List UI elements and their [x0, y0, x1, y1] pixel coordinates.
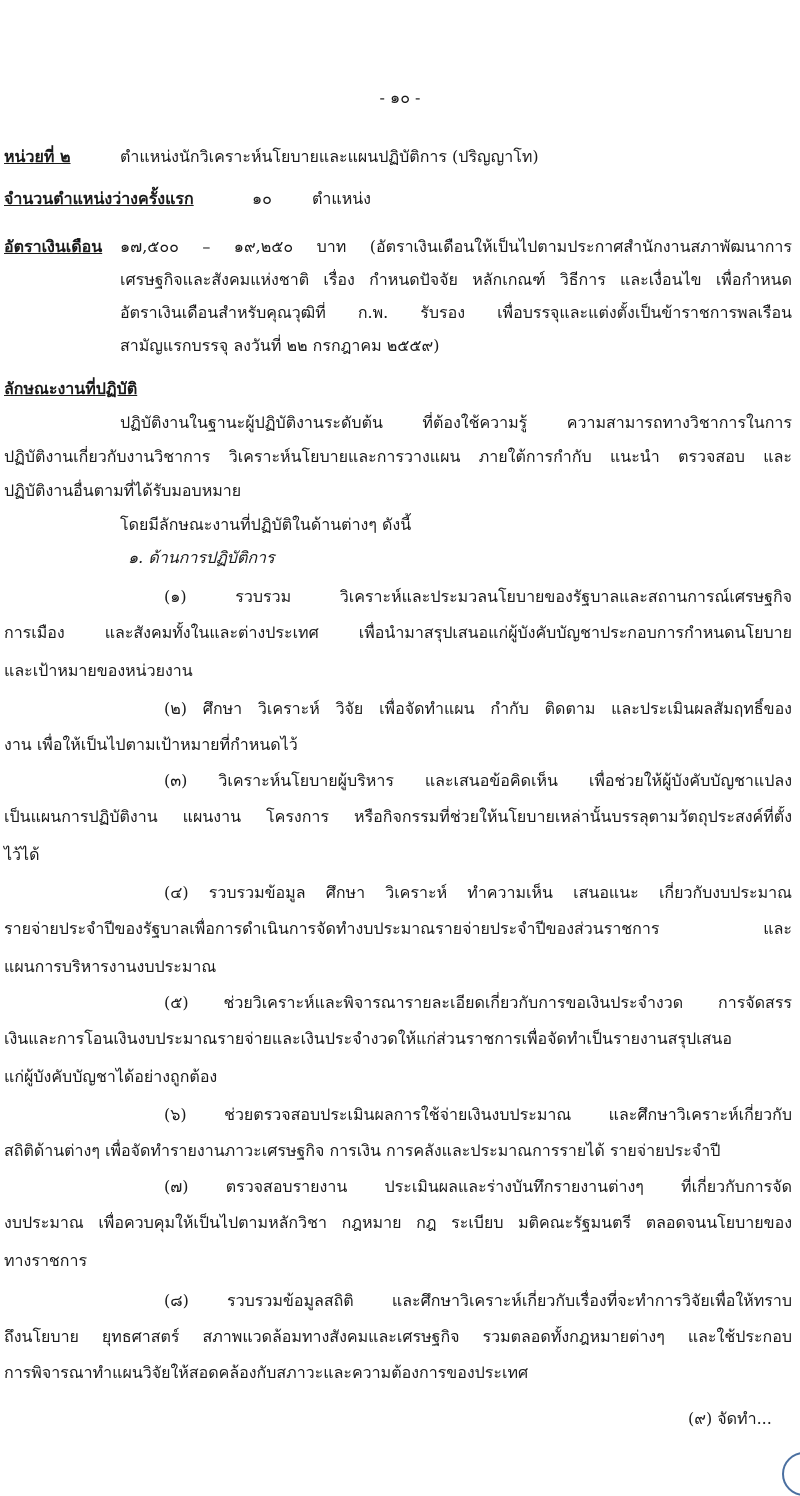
item-3-line: (๓) วิเคราะห์นโยบายผู้บริหาร และเสนอข้อคิดเห็น เพื่อช่วยให้ผู้บังคับบัญชาแปลง — [164, 771, 792, 790]
item-8-line: ถึงนโยบาย ยุทธศาสตร์ สภาพแวดล้อมทางสังคมและเศรษฐกิจ รวมตลอดทั้งกฎหมายต่างๆ และใช้ประกอบ — [4, 1327, 792, 1346]
vacancy-label: จำนวนตำแหน่งว่างครั้งแรก — [4, 189, 194, 208]
item-1-line: การเมือง และสังคมทั้งในและต่างประเทศ เพื่อนำมาสรุปเสนอแก่ผู้บังคับบัญชาประกอบการกำหนดนโยบาย — [4, 623, 792, 642]
section-1-heading: ๑. ด้านการปฏิบัติการ — [128, 548, 275, 567]
signature-stamp-mark — [782, 1452, 800, 1496]
item-5-line: (๕) ช่วยวิเคราะห์และพิจารณารายละเอียดเกี่ยวกับการขอเงินประจำงวด การจัดสรร — [164, 993, 792, 1012]
intro-line: ปฏิบัติงานในฐานะผู้ปฏิบัติงานระดับต้น ที่ต้องใช้ความรู้ ความสามารถทางวิชาการในการ — [120, 413, 792, 432]
unit-label: หน่วยที่ ๒ — [4, 147, 71, 166]
item-4-line: (๔) รวบรวมข้อมูล ศึกษา วิเคราะห์ ทำความเห็น เสนอแนะ เกี่ยวกับงบประมาณ — [164, 883, 792, 902]
item-8-line: การพิจารณาทำแผนวิจัยให้สอดคล้องกับสภาวะและความต้องการของประเทศ — [4, 1363, 529, 1382]
salary-line: อัตราเงินเดือนสำหรับคุณวุฒิที่ ก.พ. รับรอง เพื่อบรรจุและแต่งตั้งเป็นข้าราชการพลเรือน — [120, 303, 792, 322]
item-4-line: แผนการบริหารงานงบประมาณ — [4, 957, 217, 976]
item-3-line: เป็นแผนการปฏิบัติงาน แผนงาน โครงการ หรือกิจกรรมที่ช่วยให้นโยบายเหล่านั้นบรรลุตามวัตถุประสงค์ที่ตั้ง — [4, 807, 792, 826]
item-7-line: (๗) ตรวจสอบรายงาน ประเมินผลและร่างบันทึกรายงานต่างๆ ที่เกี่ยวกับการจัด — [164, 1177, 792, 1196]
item-7-line: ทางราชการ — [4, 1251, 88, 1270]
item-2-line: งาน เพื่อให้เป็นไปตามเป้าหมายที่กำหนดไว้ — [4, 735, 298, 754]
item-4-line: รายจ่ายประจำปีของรัฐบาลเพื่อการดำเนินการจัดทำงบประมาณรายจ่ายประจำปีของส่วนราชการ และ — [4, 919, 792, 938]
item-6-line: สถิติด้านต่างๆ เพื่อจัดทำรายงานภาวะเศรษฐกิจ การเงิน การคลังและประมาณการรายได้ รายจ่ายประจำปี — [4, 1141, 721, 1160]
vacancy-unit: ตำแหน่ง — [312, 189, 371, 208]
salary-line: สามัญแรกบรรจุ ลงวันที่ ๒๒ กรกฎาคม ๒๕๕๙) — [120, 336, 440, 355]
item-3-line: ไว้ได้ — [4, 845, 40, 864]
duties-heading: ลักษณะงานที่ปฏิบัติ — [4, 379, 138, 398]
item-1-line: และเป้าหมายของหน่วยงาน — [4, 661, 193, 680]
item-1-line: (๑) รวบรวม วิเคราะห์และประมวลนโยบายของรัฐบาลและสถานการณ์เศรษฐกิจ — [164, 587, 792, 606]
item-6-line: (๖) ช่วยตรวจสอบประเมินผลการใช้จ่ายเงินงบประมาณ และศึกษาวิเคราะห์เกี่ยวกับ — [164, 1105, 792, 1124]
salary-label: อัตราเงินเดือน — [4, 237, 103, 256]
item-8-line: (๘) รวบรวมข้อมูลสถิติ และศึกษาวิเคราะห์เกี่ยวกับเรื่องที่จะทำการวิจัยเพื่อให้ทราบ — [164, 1291, 792, 1310]
intro-line: ปฏิบัติงานอื่นตามที่ได้รับมอบหมาย — [4, 481, 242, 500]
item-5-line: แก่ผู้บังคับบัญชาได้อย่างถูกต้อง — [4, 1067, 218, 1086]
item-7-line: งบประมาณ เพื่อควบคุมให้เป็นไปตามหลักวิชา กฎหมาย กฎ ระเบียบ มติคณะรัฐมนตรี ตลอดจนนโยบายของ — [4, 1213, 792, 1232]
salary-line: ๑๗,๕๐๐ – ๑๙,๒๕๐ บาท (อัตราเงินเดือนให้เป็นไปตามประกาศสำนักงานสภาพัฒนาการ — [120, 237, 792, 256]
page-number: - ๑๐ - — [379, 88, 421, 107]
continuation-text: (๙) จัดทำ... — [688, 1409, 772, 1428]
salary-line: เศรษฐกิจและสังคมแห่งชาติ เรื่อง กำหนดปัจจัย หลักเกณฑ์ วิธีการ และเงื่อนไข เพื่อกำหนด — [120, 270, 792, 289]
item-2-line: (๒) ศึกษา วิเคราะห์ วิจัย เพื่อจัดทำแผน กำกับ ติดตาม และประเมินผลสัมฤทธิ์ของ — [164, 699, 792, 718]
intro-line: ปฏิบัติงานเกี่ยวกับงานวิชาการ วิเคราะห์นโยบายและการวางแผน ภายใต้การกำกับ แนะนำ ตรวจสอบ และ — [4, 447, 792, 466]
intro-2: โดยมีลักษณะงานที่ปฏิบัติในด้านต่างๆ ดังนี้ — [120, 515, 412, 534]
item-5-line: เงินและการโอนเงินงบประมาณรายจ่ายและเงินประจำงวดให้แก่ส่วนราชการเพื่อจัดทำเป็นรายงานสรุปเสนอ — [4, 1029, 732, 1048]
unit-text: ตำแหน่งนักวิเคราะห์นโยบายและแผนปฏิบัติการ (ปริญญาโท) — [120, 147, 539, 166]
vacancy-count: ๑๐ — [252, 189, 272, 208]
